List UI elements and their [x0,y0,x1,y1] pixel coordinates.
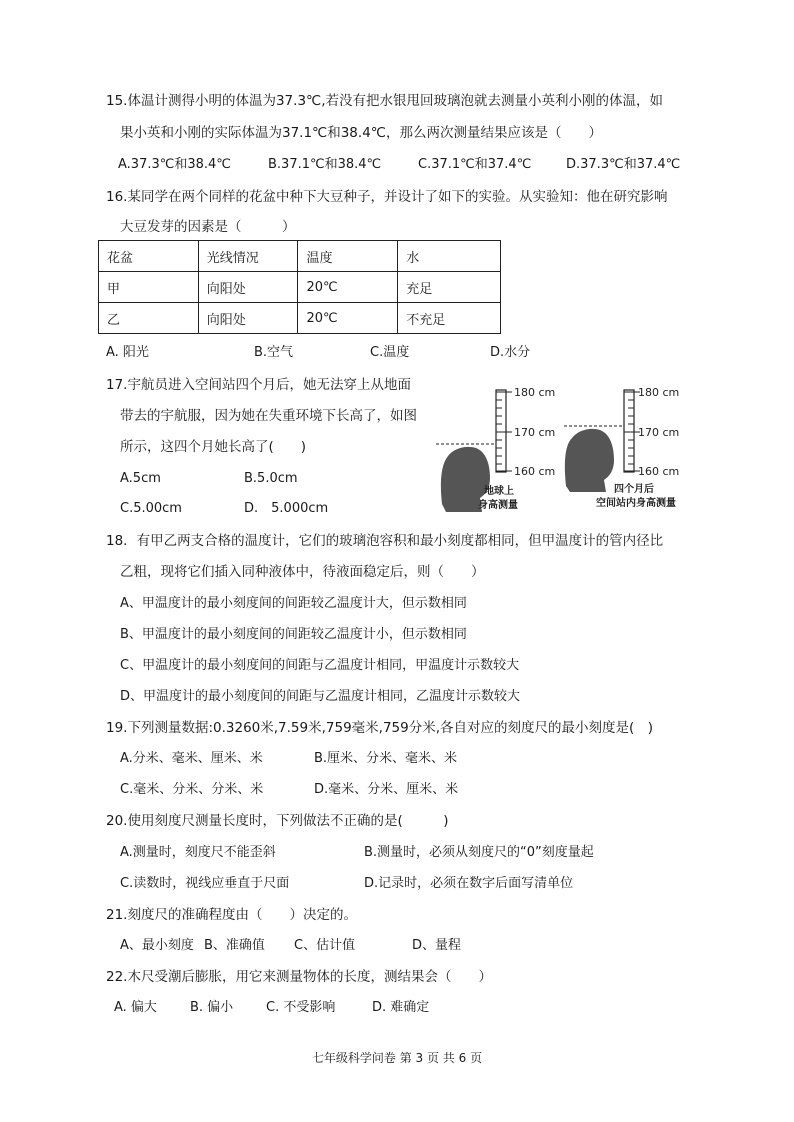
earth-tick-160: 160 cm [514,465,556,478]
q15-option-a: A.37.3℃和38.4℃ [118,157,231,172]
q19-option-d: D.毫米、分米、厘米、米 [314,782,459,797]
q18-option-a: A、甲温度计的最小刻度间的间距较乙温度计大，但示数相同 [120,596,467,611]
q21-option-a: A、最小刻度 [120,938,194,953]
q20-option-a: A.测量时，刻度尺不能歪斜 [120,845,276,860]
q19-option-a: A.分米、毫米、厘米、米 [120,751,263,766]
q21-option-b: B、准确值 [204,938,265,953]
height-measurement-figure [436,382,696,522]
table-cell: 20℃ [298,272,398,303]
q18-stem-line1: 18．有甲乙两支合格的温度计，它们的玻璃泡容积和最小刻度都相同，但甲温度计的管内径比 [106,533,664,549]
q15-option-c: C.37.1℃和37.4℃ [418,157,532,172]
q17-option-a: A.5cm [120,471,161,486]
page-footer: 七年级科学问卷 第 3 页 共 6 页 [311,1051,483,1065]
earth-tick-180: 180 cm [514,386,556,399]
station-caption-line1: 四个月后 [614,484,654,495]
q16-stem-line2: 大豆发芽的因素是（ ） [120,219,296,235]
q19-option-b: B.厘米、分米、毫米、米 [314,751,458,766]
q18-option-b: B、甲温度计的最小刻度间的间距较乙温度计小，但示数相同 [120,627,467,642]
q21-option-d: D、量程 [412,938,462,953]
q19-stem: 19.下列测量数据:0.3260米,7.59米,759毫米,759分米,各自对应的刻度尺的最小刻度是( ) [106,720,654,736]
station-tick-170: 170 cm [638,426,680,439]
table-cell: 甲 [99,272,199,303]
station-tick-180: 180 cm [638,386,680,399]
table-cell: 不充足 [398,303,501,334]
station-head-silhouette [565,429,614,492]
q17-option-c: C.5.00cm [120,501,182,516]
q21-option-c: C、估计值 [294,938,356,953]
table-header-row [99,241,501,272]
table-cell: 20℃ [298,303,398,334]
table-cell: 向阳处 [198,272,298,303]
table-row [99,303,501,334]
table-cell: 充足 [398,272,501,303]
q22-option-d: D. 难确定 [372,1000,430,1015]
q22-option-c: C. 不受影响 [266,1000,336,1015]
q17-option-b: B.5.0cm [244,471,298,486]
table-header-cell: 水 [398,241,501,272]
q17-stem-line3: 所示，这四个月她长高了( ) [120,439,307,455]
q20-option-d: D.记录时，必须在数字后面写清单位 [364,876,574,891]
q15-option-d: D.37.3℃和37.4℃ [566,157,681,172]
q15-option-b: B.37.1℃和38.4℃ [268,157,382,172]
table-header-cell: 温度 [298,241,398,272]
q16-option-c: C.温度 [370,345,410,360]
q15-stem-line2: 果小英和小刚的实际体温为37.1℃和38.4℃，那么两次测量结果应该是（ ） [120,125,602,141]
table-header-cell: 花盆 [99,241,199,272]
q22-option-a: A. 偏大 [114,1000,157,1015]
table-cell: 乙 [99,303,199,334]
earth-tick-170: 170 cm [514,426,556,439]
q17-stem-line2: 带去的宇航服，因为她在失重环境下长高了，如图 [120,408,417,424]
q20-stem: 20.使用刻度尺测量长度时，下列做法不正确的是( ) [106,813,449,829]
station-tick-160: 160 cm [638,465,680,478]
table-header-cell: 光线情况 [198,241,298,272]
q22-option-b: B. 偏小 [190,1000,234,1015]
table-row [99,272,501,303]
experiment-table [98,240,501,334]
earth-caption-line1: 地球上 [484,486,514,497]
q18-stem-line2: 乙粗，现将它们插入同种液体中，待液面稳定后，则（ ） [120,564,485,580]
q16-option-b: B.空气 [254,345,294,360]
q18-option-d: D、甲温度计的最小刻度间的间距与乙温度计相同，乙温度计示数较大 [120,689,521,704]
q20-option-c: C.读数时，视线应垂直于尺面 [120,876,290,891]
q16-option-a: A. 阳光 [106,345,149,360]
q18-option-c: C、甲温度计的最小刻度间的间距与乙温度计相同，甲温度计示数较大 [120,658,520,673]
q15-stem-line1: 15.体温计测得小明的体温为37.3℃,若没有把水银甩回玻璃泡就去测量小英利小刚的体温，如 [106,93,663,109]
table-cell: 向阳处 [198,303,298,334]
q22-stem: 22.木尺受潮后膨胀，用它来测量物体的长度，测结果会（ ） [106,969,492,985]
q21-stem: 21.刻度尺的准确程度由（ ）决定的。 [106,907,357,923]
q19-option-c: C.毫米、分米、分米、米 [120,782,264,797]
q20-option-b: B.测量时，必须从刻度尺的“0”刻度量起 [364,845,594,860]
station-caption-line2: 空间站内身高测量 [596,498,676,509]
earth-caption-line2: 身高测量 [478,500,518,511]
q16-option-d: D.水分 [490,345,531,360]
q17-option-d: D. 5.000cm [244,501,329,516]
q16-stem-line1: 16.某同学在两个同样的花盆中种下大豆种子，并设计了如下的实验。从实验知：他在研究影响 [106,189,668,205]
q17-stem-line1: 17.宇航员进入空间站四个月后，她无法穿上从地面 [106,377,411,393]
